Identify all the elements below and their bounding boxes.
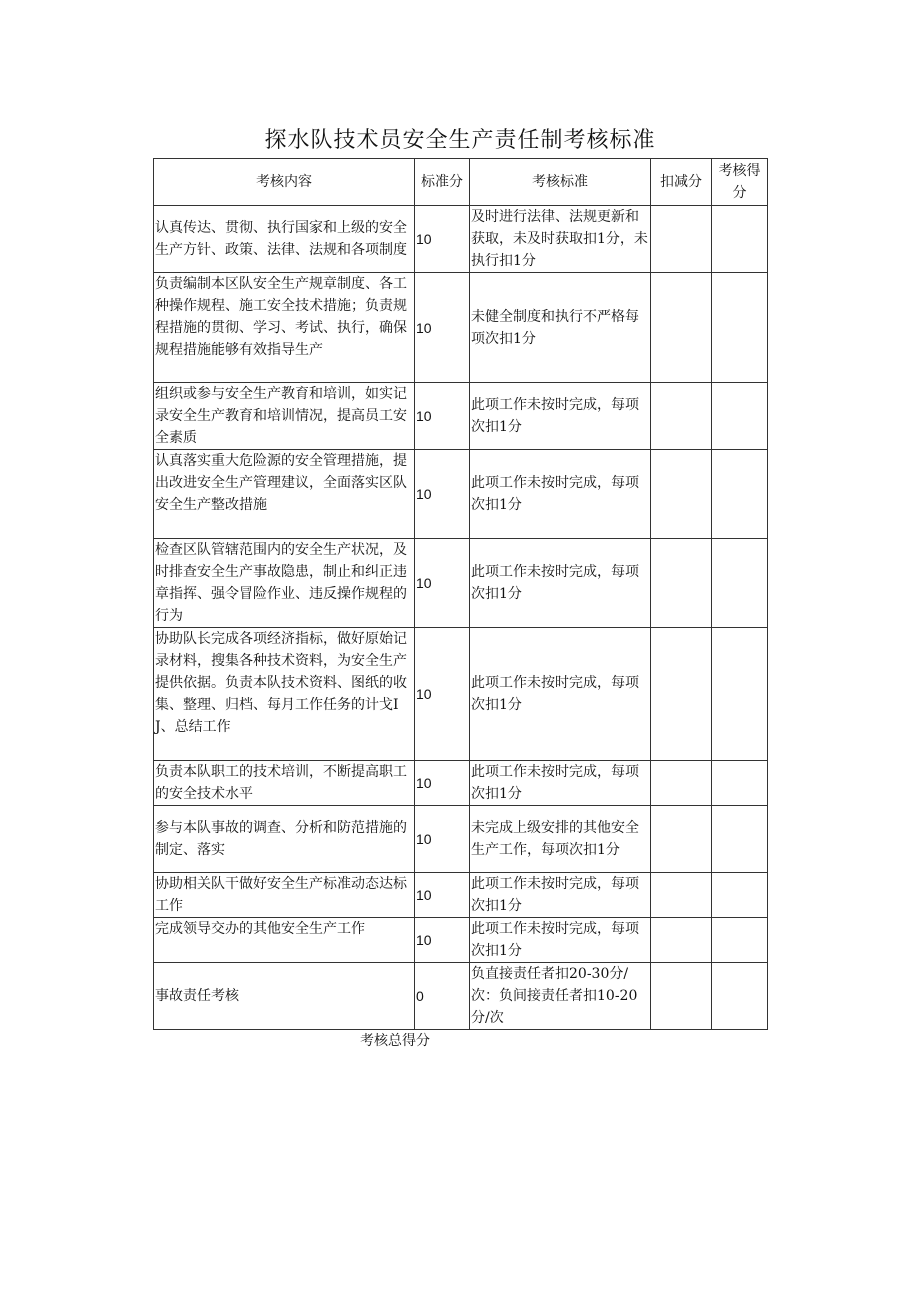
row-deduct-cell [651,383,712,450]
row-criteria: 此项工作未按时完成，每项次扣1分 [470,761,651,806]
header-row [154,159,768,206]
header-score: 标准分 [415,159,470,206]
row-criteria: 未完成上级安排的其他安全生产工作，每项次扣1分 [470,806,651,873]
document-title: 探水队技术员安全生产责任制考核标准 [264,128,656,153]
row-content: 协助相关队干做好安全生产标准动态达标工作 [154,873,415,918]
row-content: 事故责任考核 [154,963,415,1030]
row-total-cell [712,806,768,873]
row-score: 10 [415,918,470,963]
row-criteria: 此项工作未按时完成，每项次扣1分 [470,450,651,539]
table-row [154,206,768,273]
row-content: 协助队长完成各项经济指标，做好原始记录材料，搜集各种技术资料，为安全生产提供依据。负责本队技术资料、图纸的收集、整理、归档、每月工作任务的计戈IJ、总结工作 [154,628,415,761]
row-content: 完成领导交办的其他安全生产工作 [154,918,415,963]
table-row [154,628,768,761]
row-deduct-cell [651,963,712,1030]
row-total-cell [712,873,768,918]
row-criteria: 未健全制度和执行不严格每项次扣1分 [470,273,651,383]
row-content: 检查区队管辖范围内的安全生产状况，及时排查安全生产事故隐患，制止和纠正违章指挥、强令冒险作业、违反操作规程的行为 [154,539,415,628]
row-deduct-cell [651,873,712,918]
row-content: 负责编制本区队安全生产规章制度、各工种操作规程、施工安全技术措施；负责规程措施的贯彻、学习、考试、执行，确保规程措施能够有效指导生产 [154,273,415,383]
header-content: 考核内容 [154,159,415,206]
row-criteria: 此项工作未按时完成，每项次扣1分 [470,383,651,450]
row-total-cell [712,450,768,539]
row-total-cell [712,918,768,963]
row-criteria: 负直接责任者扣20-30分/次：负间接责任者扣10-20分/次 [470,963,651,1030]
header-criteria: 考核标准 [470,159,651,206]
row-score: 10 [415,761,470,806]
row-total-cell [712,963,768,1030]
row-total-cell [712,273,768,383]
row-content: 负责本队职工的技术培训，不断提高职工的安全技术水平 [154,761,415,806]
header-total: 考核得分 [712,159,768,206]
row-content: 认真传达、贯彻、执行国家和上级的安全生产方针、政策、法律、法规和各项制度 [154,206,415,273]
header-deduct: 扣减分 [651,159,712,206]
row-criteria: 此项工作未按时完成，每项次扣1分 [470,628,651,761]
row-deduct-cell [651,273,712,383]
row-score: 10 [415,873,470,918]
row-content: 参与本队事故的调查、分析和防范措施的制定、落实 [154,806,415,873]
table-row [154,273,768,383]
row-criteria: 及时进行法律、法规更新和获取，未及时获取扣1分，未执行扣1分 [470,206,651,273]
row-content: 组织或参与安全生产教育和培训，如实记录安全生产教育和培训情况，提高员工安全素质 [154,383,415,450]
row-deduct-cell [651,628,712,761]
assessment-table [153,158,768,1030]
row-score: 10 [415,628,470,761]
row-deduct-cell [651,539,712,628]
table-row [154,918,768,963]
table-row [154,539,768,628]
table-row [154,761,768,806]
row-total-cell [712,628,768,761]
total-score-label: 考核总得分 [360,1033,430,1049]
row-deduct-cell [651,450,712,539]
row-score: 10 [415,206,470,273]
row-total-cell [712,206,768,273]
table-row [154,873,768,918]
row-total-cell [712,383,768,450]
table-row [154,963,768,1030]
row-score: 10 [415,539,470,628]
row-total-cell [712,761,768,806]
table-row [154,806,768,873]
row-score: 10 [415,450,470,539]
table-row [154,383,768,450]
table-row [154,450,768,539]
row-criteria: 此项工作未按时完成，每项次扣1分 [470,539,651,628]
row-score: 0 [415,963,470,1030]
row-criteria: 此项工作未按时完成，每项次扣1分 [470,918,651,963]
row-deduct-cell [651,918,712,963]
row-criteria: 此项工作未按时完成，每项次扣1分 [470,873,651,918]
row-deduct-cell [651,206,712,273]
row-content: 认真落实重大危险源的安全管理措施，提出改进安全生产管理建议，全面落实区队安全生产整改措施 [154,450,415,539]
row-deduct-cell [651,806,712,873]
row-deduct-cell [651,761,712,806]
row-score: 10 [415,806,470,873]
row-total-cell [712,539,768,628]
row-score: 10 [415,383,470,450]
row-score: 10 [415,273,470,383]
